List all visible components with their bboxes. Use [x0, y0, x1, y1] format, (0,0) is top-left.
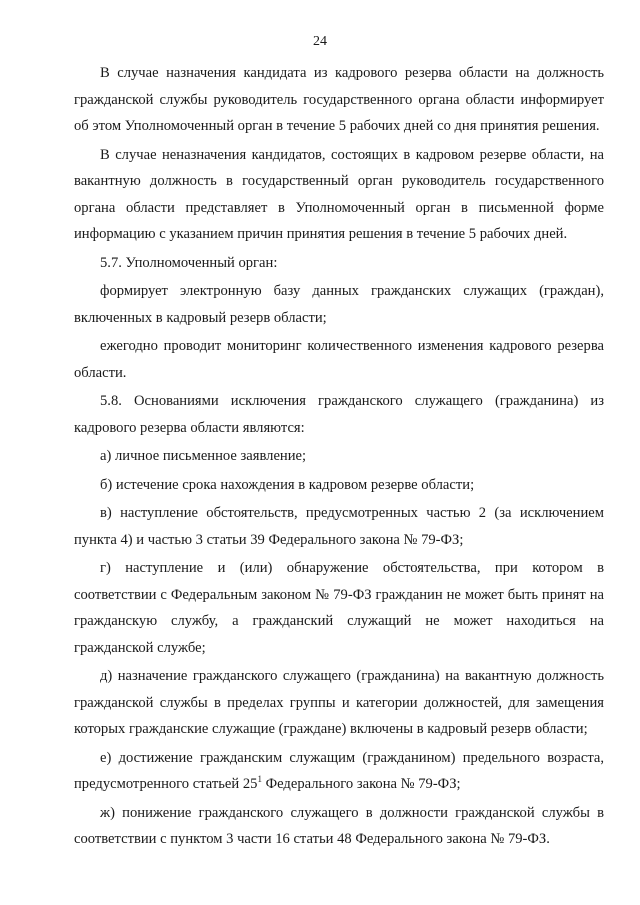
paragraph-appointment-notice: В случае назначения кандидата из кадрового резерва области на должность гражданской службы руководитель государственного органа области информирует об этом Уполномоченный орган в течение 5 рабочих дней со дня принятия решения.: [74, 65, 604, 134]
paragraph-section-5-8: 5.8. Основаниями исключения гражданского служащего (гражданина) из кадрового резерва области являются:: [74, 393, 604, 436]
list-item-v: в) наступление обстоятельств, предусмотренных частью 2 (за исключением пункта 4) и частью 3 статьи 39 Федерального закона № 79-ФЗ;: [74, 505, 604, 548]
list-item-e-text: е) достижение гражданским служащим (гражданином) предельного возраста, предусмотренного статьей 25: [74, 749, 604, 792]
list-item-e: [74, 745, 604, 798]
superscript: 1: [257, 774, 262, 784]
list-item-b: б) истечение срока нахождения в кадровом резерве области;: [100, 476, 475, 493]
list-item-e-text-after: Федерального закона № 79-ФЗ;: [261, 776, 461, 792]
list-item-d: д) назначение гражданского служащего (гражданина) на вакантную должность гражданской службы в пределах группы и категории должностей, для замещения которых гражданские служащие (граждане) включены в кадровый резерв области;: [74, 668, 604, 737]
paragraph-section-5-7: 5.7. Уполномоченный орган:: [100, 254, 278, 271]
list-item-g: г) наступление и (или) обнаружение обстоятельства, при котором в соответствии с Федеральным законом № 79-ФЗ гражданин не может быть принят на гражданскую службу, а гражданский служащий не может находиться на гражданской службе;: [74, 560, 604, 656]
page-number: 24: [313, 34, 327, 49]
paragraph-non-appointment: В случае неназначения кандидатов, состоящих в кадровом резерве области, на вакантную должность в государственный орган руководитель государственного органа области представляет в Уполномоченный орган в письменной форме информацию с указанием причин принятия решения в течение 5 рабочих дней.: [74, 146, 604, 242]
paragraph-database: формирует электронную базу данных гражданских служащих (граждан), включенных в кадровый резерв области;: [74, 283, 604, 326]
list-item-a: а) личное письменное заявление;: [100, 448, 307, 464]
document-body: [74, 60, 604, 853]
list-item-zh: ж) понижение гражданского служащего в должности гражданской службы в соответствии с пунктом 3 части 16 статьи 48 Федерального закона № 79-ФЗ.: [74, 804, 604, 847]
paragraph-monitoring: ежегодно проводит мониторинг количественного изменения кадрового резерва области.: [74, 338, 604, 381]
